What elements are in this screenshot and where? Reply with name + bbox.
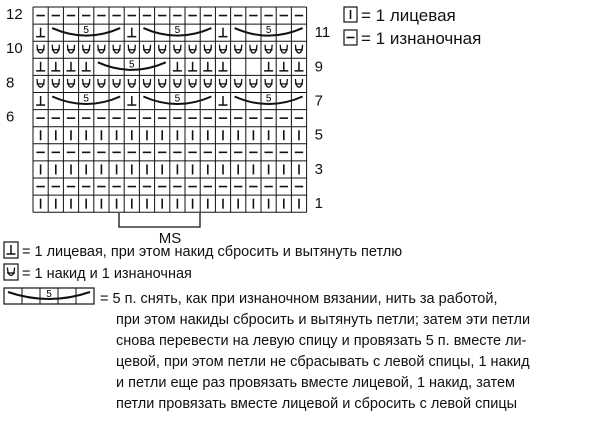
stitch-cell: [36, 28, 45, 37]
legend-cluster-line-6: петли провязать вместе лицевой и сбросить с левой спицы: [116, 396, 518, 412]
stitch-cell: [249, 45, 257, 53]
stitch-cell: [173, 62, 182, 71]
stitch-cell: [264, 62, 273, 71]
stitch-cell: [37, 45, 45, 53]
legend-cluster-line-2: при этом накиды сбросить и вытянуть петли; затем эти петли: [116, 312, 531, 328]
stitch-cell: [188, 62, 197, 71]
row-label-left-8: 8: [6, 74, 15, 92]
row-label-left-12: 12: [6, 6, 23, 23]
cluster-number: 5: [265, 25, 272, 37]
row-label-left-6: 6: [6, 108, 15, 126]
stitch-cell: [67, 45, 75, 53]
cluster-number: 5: [174, 93, 181, 105]
stitch-cell: [234, 45, 242, 53]
cluster-arc: [143, 25, 211, 36]
knit-drop-icon: [4, 242, 18, 258]
row-label-right-5: 5: [314, 126, 323, 144]
legend-cluster: [4, 288, 530, 412]
stitch-cell: [113, 79, 121, 87]
stitch-cell: [234, 79, 242, 87]
stitch-cell: [173, 45, 181, 53]
stitch-cell: [265, 45, 273, 53]
stitch-cell: [265, 79, 273, 87]
cluster-arc: [52, 94, 120, 105]
stitch-cell: [219, 62, 228, 71]
stitch-cell: [204, 45, 212, 53]
stitch-cell: [36, 62, 45, 71]
grid-lines: [33, 7, 307, 212]
stitch-cell: [97, 79, 105, 87]
legend-knit-drop: [4, 242, 402, 260]
stitch-cell: [189, 79, 197, 87]
stitch-cell: [158, 79, 166, 87]
stitch-cell: [52, 45, 60, 53]
stitch-cell: [37, 79, 45, 87]
row-label-right-11: 11: [314, 24, 331, 42]
cluster-arc: [143, 94, 211, 105]
stitch-cell: [82, 45, 90, 53]
cluster-icon-number: 5: [46, 289, 52, 300]
yo-purl-icon: [4, 264, 18, 280]
stitch-cell: [219, 28, 228, 37]
legend-cluster-line-3: снова перевести на левую спицу и провязать 5 п. вместе ли-: [116, 333, 527, 349]
legend-yo-purl: [4, 264, 192, 282]
repeat-label: MS: [158, 230, 182, 247]
legend-purl: [344, 29, 481, 48]
cluster-arc: [235, 94, 303, 105]
legend-yo-purl-text: = 1 накид и 1 изнаночная: [22, 266, 192, 282]
stitch-cell: [173, 79, 181, 87]
purl-icon: [344, 30, 357, 45]
legend-knit: [344, 6, 456, 25]
stitch-cell: [219, 79, 227, 87]
stitch-cell: [280, 79, 288, 87]
legend-purl-text: = 1 изнаночная: [361, 29, 482, 48]
stitch-cell: [51, 62, 60, 71]
stitch-cell: [143, 45, 151, 53]
stitch-cell: [219, 96, 228, 105]
stitch-cell: [295, 62, 304, 71]
cluster-arc: [235, 25, 303, 36]
stitch-cell: [36, 96, 45, 105]
stitch-cell: [203, 62, 212, 71]
row-number-labels: [6, 6, 330, 212]
row-label-left-10: 10: [6, 40, 23, 58]
stitch-cell: [127, 28, 136, 37]
stitch-cell: [219, 45, 227, 53]
stitch-cell: [97, 45, 105, 53]
stitch-cell: [82, 62, 91, 71]
stitch-cell: [128, 79, 136, 87]
cluster-5-icon: [4, 288, 94, 304]
legend-knit-text: = 1 лицевая: [361, 6, 456, 25]
knit-icon: [344, 7, 357, 22]
stitch-cell: [295, 45, 303, 53]
row-label-right-9: 9: [314, 58, 323, 76]
stitch-cell: [52, 79, 60, 87]
legend-knit-drop-text: = 1 лицевая, при этом накид сбросить и вытянуть петлю: [22, 244, 403, 260]
cluster-number: 5: [265, 93, 272, 105]
stitch-cell: [204, 79, 212, 87]
cluster-number: 5: [129, 59, 135, 71]
stitch-cell: [67, 62, 76, 71]
stitch-cell: [127, 96, 136, 105]
stitch-cell: [280, 45, 288, 53]
stitch-cell: [143, 79, 151, 87]
cluster-number: 5: [83, 25, 89, 37]
repeat-bracket: [119, 213, 200, 247]
stitch-cell: [189, 45, 197, 53]
cluster-arc: [98, 59, 166, 70]
stitch-cell: [128, 45, 136, 53]
legend-cluster-line-5: и петли еще раз провязать вместе лицевой, 1 накид, затем: [116, 375, 515, 391]
row-label-right-1: 1: [314, 195, 323, 213]
stitch-cell: [82, 79, 90, 87]
stitch-grid: [33, 7, 307, 212]
stitch-cell: [113, 45, 121, 53]
row-label-right-3: 3: [314, 160, 323, 178]
stitch-cell: [295, 79, 303, 87]
cluster-arc: [52, 25, 120, 36]
stitch-cell: [158, 45, 166, 53]
cluster-number: 5: [174, 25, 181, 37]
cluster-number: 5: [83, 93, 89, 105]
stitch-cell: [67, 79, 75, 87]
stitch-cell: [249, 79, 257, 87]
stitch-cell: [279, 62, 288, 71]
legend-cluster-line-1: = 5 п. снять, как при изнаночном вязании, нить за работой,: [100, 291, 498, 307]
legend-cluster-line-4: цевой, при этом петли не сбрасывать с левой спицы, 1 накид: [116, 354, 530, 370]
row-label-right-7: 7: [314, 92, 323, 110]
